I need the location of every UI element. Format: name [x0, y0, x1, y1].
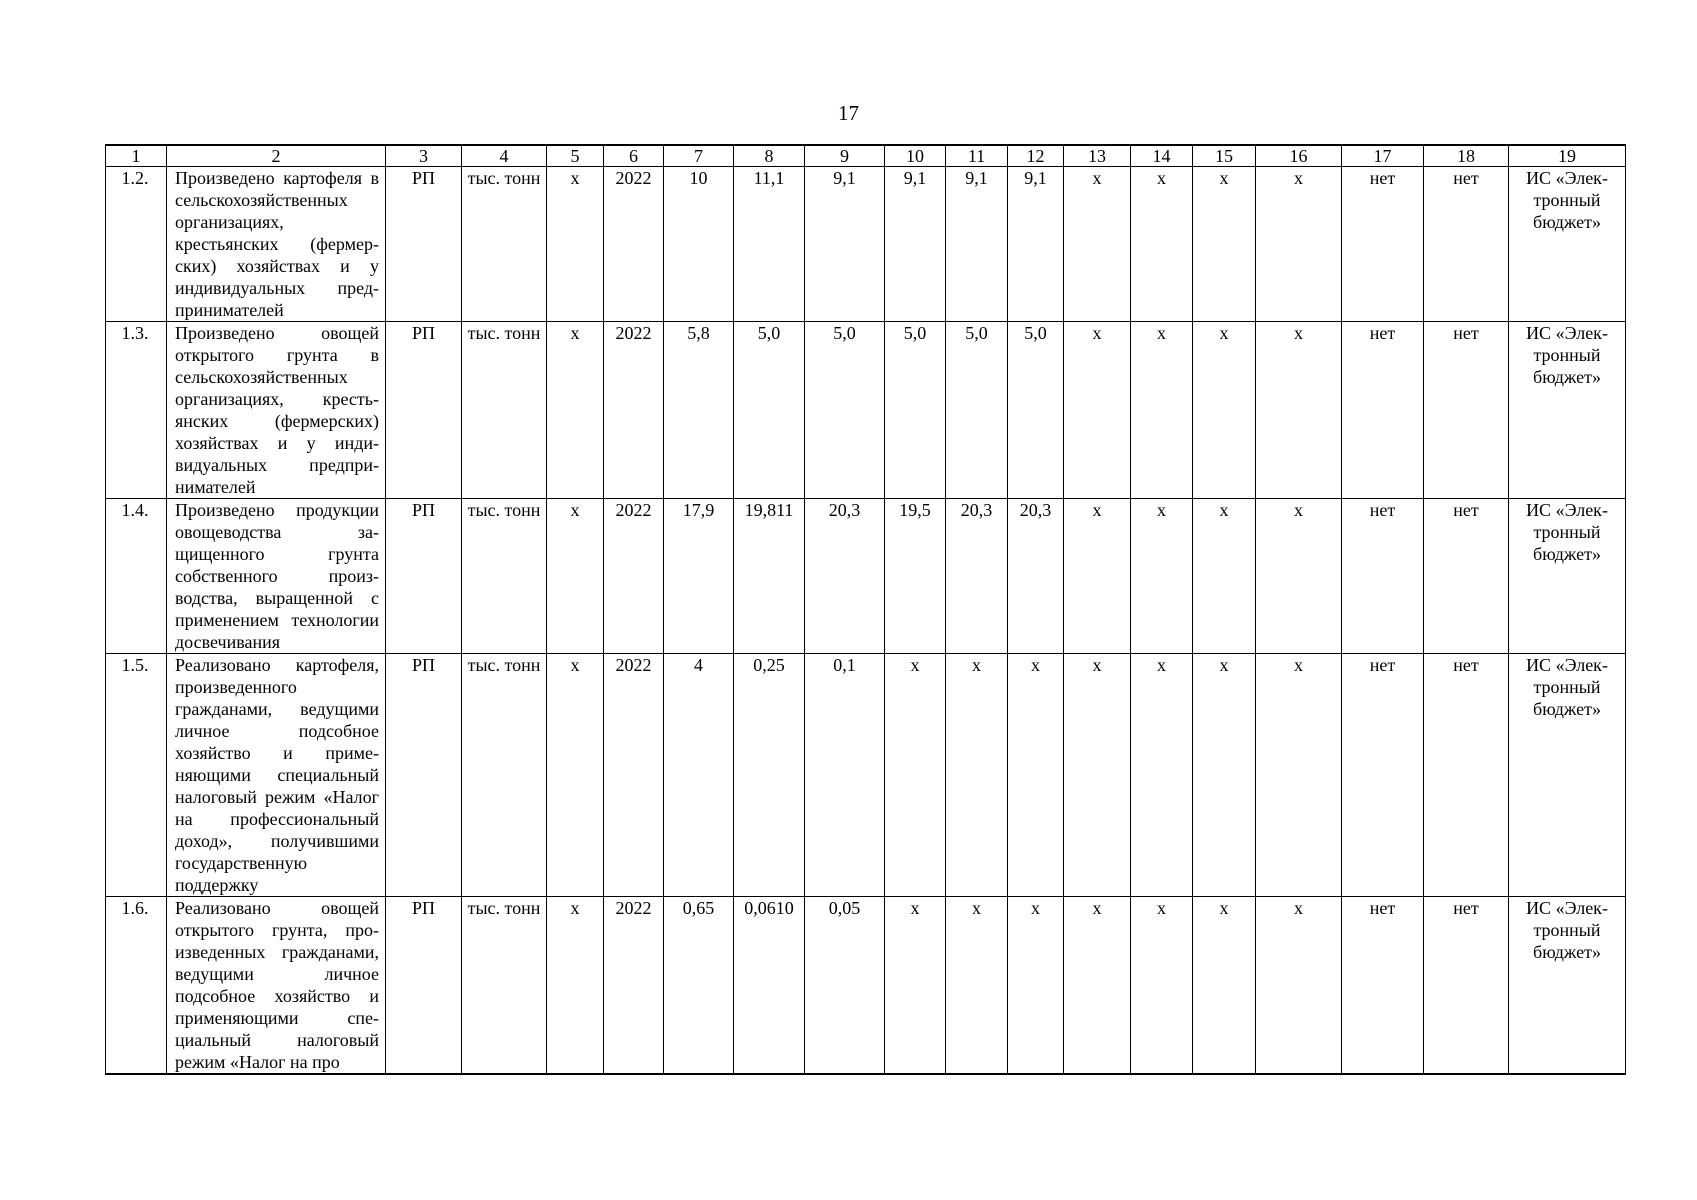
- row-number: 1.3.: [106, 322, 167, 499]
- level-cell: РП: [386, 897, 462, 1075]
- value-col-16: x: [1256, 322, 1342, 499]
- indicator-name: Произведено продукции овощеводства защищенного грунта собственного производства, выращенной с применением технологии досвечивания: [167, 499, 386, 654]
- value-col-8: 19,811: [734, 499, 805, 654]
- row-number: 1.5.: [106, 654, 167, 897]
- column-header-15: 15: [1193, 145, 1256, 167]
- value-col-10: 9,1: [885, 167, 946, 322]
- flag-col-18: нет: [1424, 654, 1509, 897]
- column-header-7: 7: [664, 145, 734, 167]
- base-value-cell: x: [547, 499, 604, 654]
- value-col-9: 9,1: [805, 167, 885, 322]
- indicator-name: Произведено картофеля в сельскохозяйственных организациях, крестьянских (фермерских) хозяйствах и у индивидуальных предпринимателей: [167, 167, 386, 322]
- flag-col-18: нет: [1424, 897, 1509, 1075]
- value-col-8: 11,1: [734, 167, 805, 322]
- value-col-13: x: [1064, 499, 1131, 654]
- base-year-cell: 2022: [604, 167, 664, 322]
- level-cell: РП: [386, 499, 462, 654]
- value-col-11: x: [946, 654, 1008, 897]
- value-col-15: x: [1193, 499, 1256, 654]
- value-col-10: x: [885, 897, 946, 1075]
- flag-col-17: нет: [1342, 897, 1424, 1075]
- unit-cell: тыс. тонн: [462, 654, 547, 897]
- base-year-cell: 2022: [604, 897, 664, 1075]
- value-col-9: 0,05: [805, 897, 885, 1075]
- column-header-4: 4: [462, 145, 547, 167]
- column-header-8: 8: [734, 145, 805, 167]
- header-row: [106, 145, 1626, 167]
- unit-cell: тыс. тонн: [462, 167, 547, 322]
- value-col-12: 20,3: [1008, 499, 1064, 654]
- base-value-cell: x: [547, 167, 604, 322]
- value-col-8: 0,25: [734, 654, 805, 897]
- level-cell: РП: [386, 322, 462, 499]
- flag-col-17: нет: [1342, 499, 1424, 654]
- column-header-11: 11: [946, 145, 1008, 167]
- base-value-cell: x: [547, 654, 604, 897]
- value-col-16: x: [1256, 654, 1342, 897]
- flag-col-17: нет: [1342, 167, 1424, 322]
- table-row: [106, 897, 1626, 1075]
- info-system-cell: ИС «Электронный бюджет»: [1509, 654, 1626, 897]
- column-header-10: 10: [885, 145, 946, 167]
- value-col-15: x: [1193, 654, 1256, 897]
- value-col-16: x: [1256, 167, 1342, 322]
- value-col-7: 10: [664, 167, 734, 322]
- page-number: 17: [838, 101, 859, 125]
- base-year-cell: 2022: [604, 499, 664, 654]
- base-value-cell: x: [547, 322, 604, 499]
- value-col-11: 9,1: [946, 167, 1008, 322]
- value-col-9: 20,3: [805, 499, 885, 654]
- value-col-10: 19,5: [885, 499, 946, 654]
- unit-cell: тыс. тонн: [462, 322, 547, 499]
- column-header-6: 6: [604, 145, 664, 167]
- value-col-14: x: [1131, 499, 1193, 654]
- column-header-3: 3: [386, 145, 462, 167]
- value-col-7: 0,65: [664, 897, 734, 1075]
- value-col-12: x: [1008, 897, 1064, 1075]
- column-header-17: 17: [1342, 145, 1424, 167]
- column-header-9: 9: [805, 145, 885, 167]
- column-header-19: 19: [1509, 145, 1626, 167]
- value-col-7: 17,9: [664, 499, 734, 654]
- flag-col-18: нет: [1424, 322, 1509, 499]
- value-col-11: 20,3: [946, 499, 1008, 654]
- base-year-cell: 2022: [604, 322, 664, 499]
- flag-col-17: нет: [1342, 654, 1424, 897]
- value-col-11: x: [946, 897, 1008, 1075]
- indicator-name: Произведено овощей открытого грунта в сельскохозяйственных организациях, крестьянских (фермерских) хозяйствах и у индивидуальных предпринимателей: [167, 322, 386, 499]
- column-header-12: 12: [1008, 145, 1064, 167]
- value-col-8: 5,0: [734, 322, 805, 499]
- value-col-12: x: [1008, 654, 1064, 897]
- row-number: 1.4.: [106, 499, 167, 654]
- unit-cell: тыс. тонн: [462, 897, 547, 1075]
- info-system-cell: ИС «Электронный бюджет»: [1509, 499, 1626, 654]
- base-value-cell: x: [547, 897, 604, 1075]
- indicator-name: Реализовано овощей открытого грунта, произведенных гражданами, ведущими личное подсобное хозяйство и применяющими специальный налоговый режим «Налог на про: [167, 897, 386, 1075]
- level-cell: РП: [386, 654, 462, 897]
- value-col-7: 5,8: [664, 322, 734, 499]
- indicator-name: Реализовано картофеля, произведенного гражданами, ведущими личное подсобное хозяйство и применяющими специальный налоговый режим «Налог на профессиональный доход», получившими государственную поддержку: [167, 654, 386, 897]
- value-col-9: 5,0: [805, 322, 885, 499]
- value-col-15: x: [1193, 897, 1256, 1075]
- value-col-13: x: [1064, 654, 1131, 897]
- flag-col-18: нет: [1424, 499, 1509, 654]
- value-col-12: 9,1: [1008, 167, 1064, 322]
- column-header-5: 5: [547, 145, 604, 167]
- value-col-14: x: [1131, 167, 1193, 322]
- value-col-14: x: [1131, 322, 1193, 499]
- value-col-10: 5,0: [885, 322, 946, 499]
- indicators-table: [105, 144, 1626, 1075]
- info-system-cell: ИС «Электронный бюджет»: [1509, 322, 1626, 499]
- value-col-7: 4: [664, 654, 734, 897]
- value-col-11: 5,0: [946, 322, 1008, 499]
- info-system-cell: ИС «Электронный бюджет»: [1509, 897, 1626, 1075]
- value-col-14: x: [1131, 654, 1193, 897]
- value-col-8: 0,0610: [734, 897, 805, 1075]
- table-row: [106, 499, 1626, 654]
- table-row: [106, 654, 1626, 897]
- value-col-16: x: [1256, 499, 1342, 654]
- column-header-18: 18: [1424, 145, 1509, 167]
- row-number: 1.2.: [106, 167, 167, 322]
- column-header-16: 16: [1256, 145, 1342, 167]
- value-col-15: x: [1193, 167, 1256, 322]
- column-header-1: 1: [106, 145, 167, 167]
- value-col-16: x: [1256, 897, 1342, 1075]
- value-col-13: x: [1064, 322, 1131, 499]
- table-row: [106, 167, 1626, 322]
- column-header-13: 13: [1064, 145, 1131, 167]
- row-number: 1.6.: [106, 897, 167, 1075]
- base-year-cell: 2022: [604, 654, 664, 897]
- level-cell: РП: [386, 167, 462, 322]
- flag-col-18: нет: [1424, 167, 1509, 322]
- column-header-2: 2: [167, 145, 386, 167]
- table-body: [106, 167, 1626, 1075]
- value-col-13: x: [1064, 897, 1131, 1075]
- column-header-14: 14: [1131, 145, 1193, 167]
- unit-cell: тыс. тонн: [462, 499, 547, 654]
- value-col-10: x: [885, 654, 946, 897]
- value-col-15: x: [1193, 322, 1256, 499]
- info-system-cell: ИС «Электронный бюджет»: [1509, 167, 1626, 322]
- value-col-14: x: [1131, 897, 1193, 1075]
- flag-col-17: нет: [1342, 322, 1424, 499]
- value-col-12: 5,0: [1008, 322, 1064, 499]
- table-row: [106, 322, 1626, 499]
- value-col-13: x: [1064, 167, 1131, 322]
- value-col-9: 0,1: [805, 654, 885, 897]
- table-header: [106, 145, 1626, 167]
